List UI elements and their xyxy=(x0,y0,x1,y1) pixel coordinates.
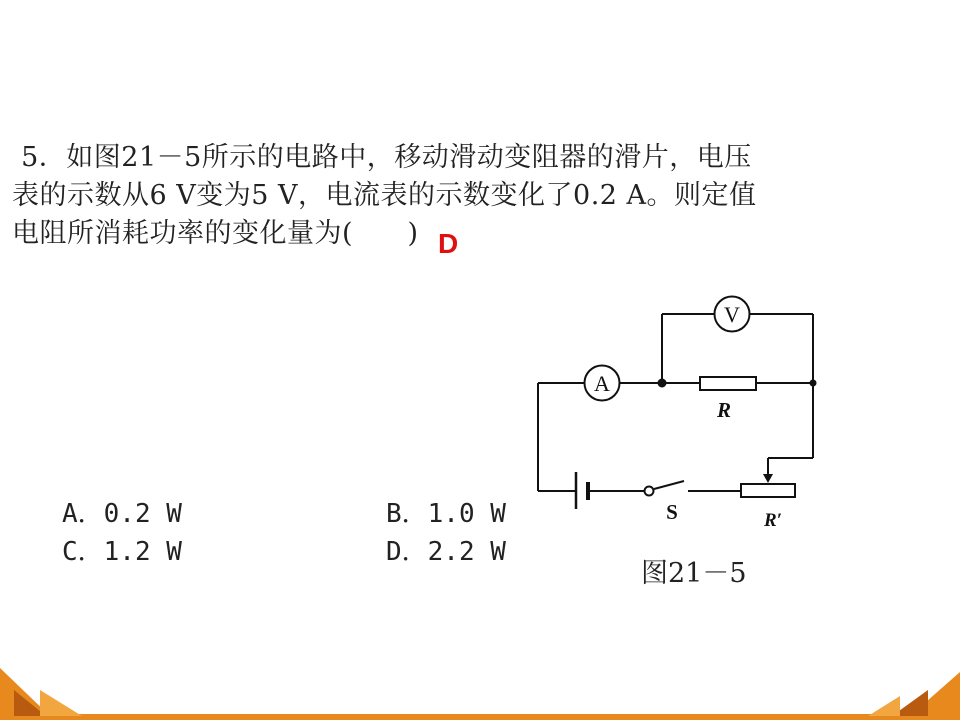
voltmeter-label: V xyxy=(724,302,740,327)
option-a: A．0.2 W xyxy=(62,499,182,529)
question-line-3: 电阻所消耗功率的变化量为( ) xyxy=(12,218,419,249)
option-c: C．1.2 W xyxy=(62,537,182,567)
option-b: B．1.0 W xyxy=(386,499,506,529)
question-line-1: 5．如图21－5所示的电路中，移动滑动变阻器的滑片，电压 xyxy=(12,142,752,173)
answer-mark: D xyxy=(438,228,459,259)
footer-bar xyxy=(0,714,960,720)
switch-label: S xyxy=(666,500,678,524)
question-line-2: 表的示数从6 V变为5 V，电流表的示数变化了0.2 A。则定值 xyxy=(12,180,757,211)
ammeter-label: A xyxy=(594,371,610,396)
rheostat-label: R′ xyxy=(763,510,783,531)
option-d: D．2.2 W xyxy=(386,537,506,567)
resistor-label: R xyxy=(716,398,732,422)
figure-caption: 图21－5 xyxy=(641,558,747,589)
corner-triangle-right-3 xyxy=(868,696,900,716)
corner-triangle-left-3 xyxy=(40,690,82,716)
